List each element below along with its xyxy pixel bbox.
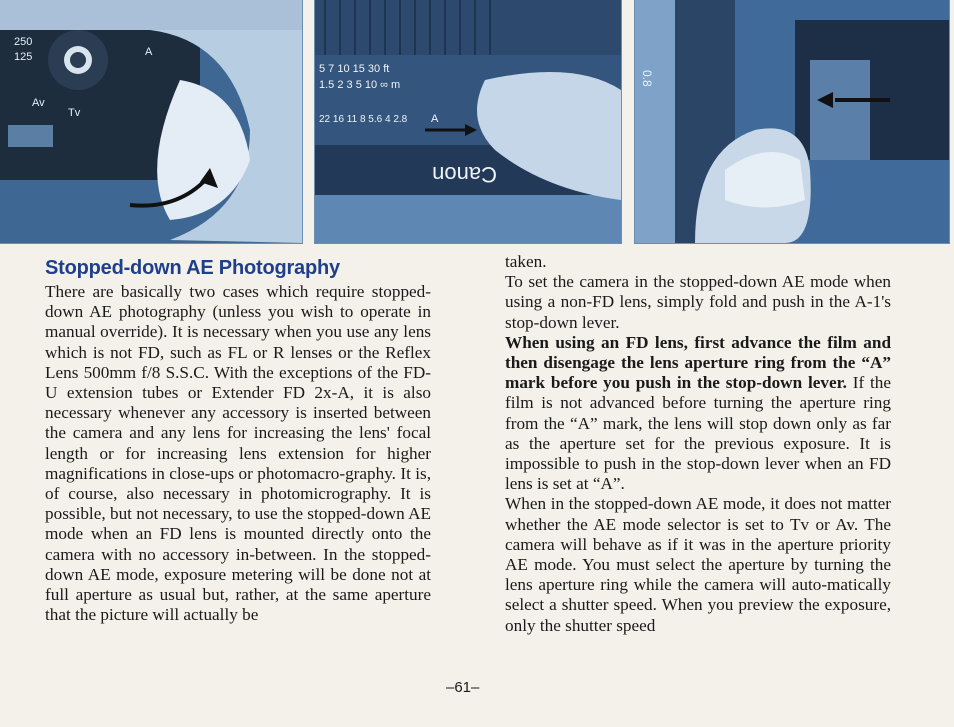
- fd-lens-instruction-rest: If the film is not advanced before turning the aperture ring from the “A” mark, the lens will stop down only as far as the aperture set for the previous exposure. It is impossible to push in the stop-down lever when an FD lens is set at “A”.: [505, 373, 891, 494]
- dial-label-av: Av: [32, 97, 45, 109]
- dial-label-a: A: [145, 46, 153, 58]
- fd-lens-instruction-bold: When using an FD lens, first advance the film and then disengage the lens aperture ring from the “A” mark before you push in the stop-down lever.: [505, 332, 891, 393]
- distance-scale-m: 1.5 2 3 5 10 ∞ m: [319, 79, 401, 91]
- text-column-right: [505, 252, 891, 636]
- page-number: –61–: [446, 679, 480, 696]
- dial-label-tv: Tv: [68, 107, 81, 119]
- right-paragraph-continuation: taken.: [505, 252, 547, 271]
- canon-brand-text: Canon: [432, 162, 497, 187]
- right-paragraph-fd-lens: [505, 333, 891, 495]
- aperture-scale: 22 16 11 8 5.6 4 2.8: [319, 114, 408, 125]
- left-body-paragraph: There are basically two cases which require stopped-down AE photography (unless you wish to operate in manual override). It is necessary when you use any lens which is not FD, such as FL or R lenses or the Reflex Lens 500mm f/8 S.S.C. With the exceptions of the FD-U extension tubes or Extender FD 2x-A, it is also necessary whenever any accessory is inserted between the camera and any lens for increasing the lens' focal length or for increasing lens extension for higher magnifications in close-ups or photomacro-graphy. It is, of course, also necessary in photomicrography. It is possible, but not necessary, to use the stopped-down AE mode when an FD lens is mounted directly onto the camera with no accessory in-between. In the stopped-down AE mode, exposure metering will be done not at full aperture as usual but, rather, at the same aperture that the picture will actually be: [45, 282, 431, 625]
- section-title: Stopped-down AE Photography: [45, 257, 340, 279]
- distance-scale-ft: 5 7 10 15 30 ft: [319, 63, 390, 75]
- dial-label-125: 125: [14, 51, 33, 63]
- dial-label-250: 250: [14, 36, 33, 48]
- text-column-left: [45, 252, 431, 625]
- photo-lens-aperture-ring: [314, 0, 622, 244]
- right-paragraph-stopped-down-mode: When in the stopped-down AE mode, it does not matter whether the AE mode selector is set to Tv or Av. The camera will behave as if it was in the aperture priority AE mode. You must select the aperture by turning the lens aperture ring while the camera will auto-matically select a shutter speed. When you preview the exposure, only the shutter speed: [505, 494, 891, 635]
- photo-lens-aperture-ring-image: [315, 0, 621, 243]
- photo-camera-dial: [0, 0, 303, 244]
- photo-stop-down-lever: [634, 0, 950, 244]
- photo-stop-down-lever-image: [635, 0, 949, 243]
- photo-camera-dial-image: [0, 0, 302, 243]
- lens-side-text: 0.8: [640, 70, 654, 87]
- right-paragraph-non-fd: To set the camera in the stopped-down AE mode when using a non-FD lens, simply fold and push in the A-1's stop-down lever.: [505, 272, 891, 332]
- aperture-a-mark: A: [431, 113, 439, 125]
